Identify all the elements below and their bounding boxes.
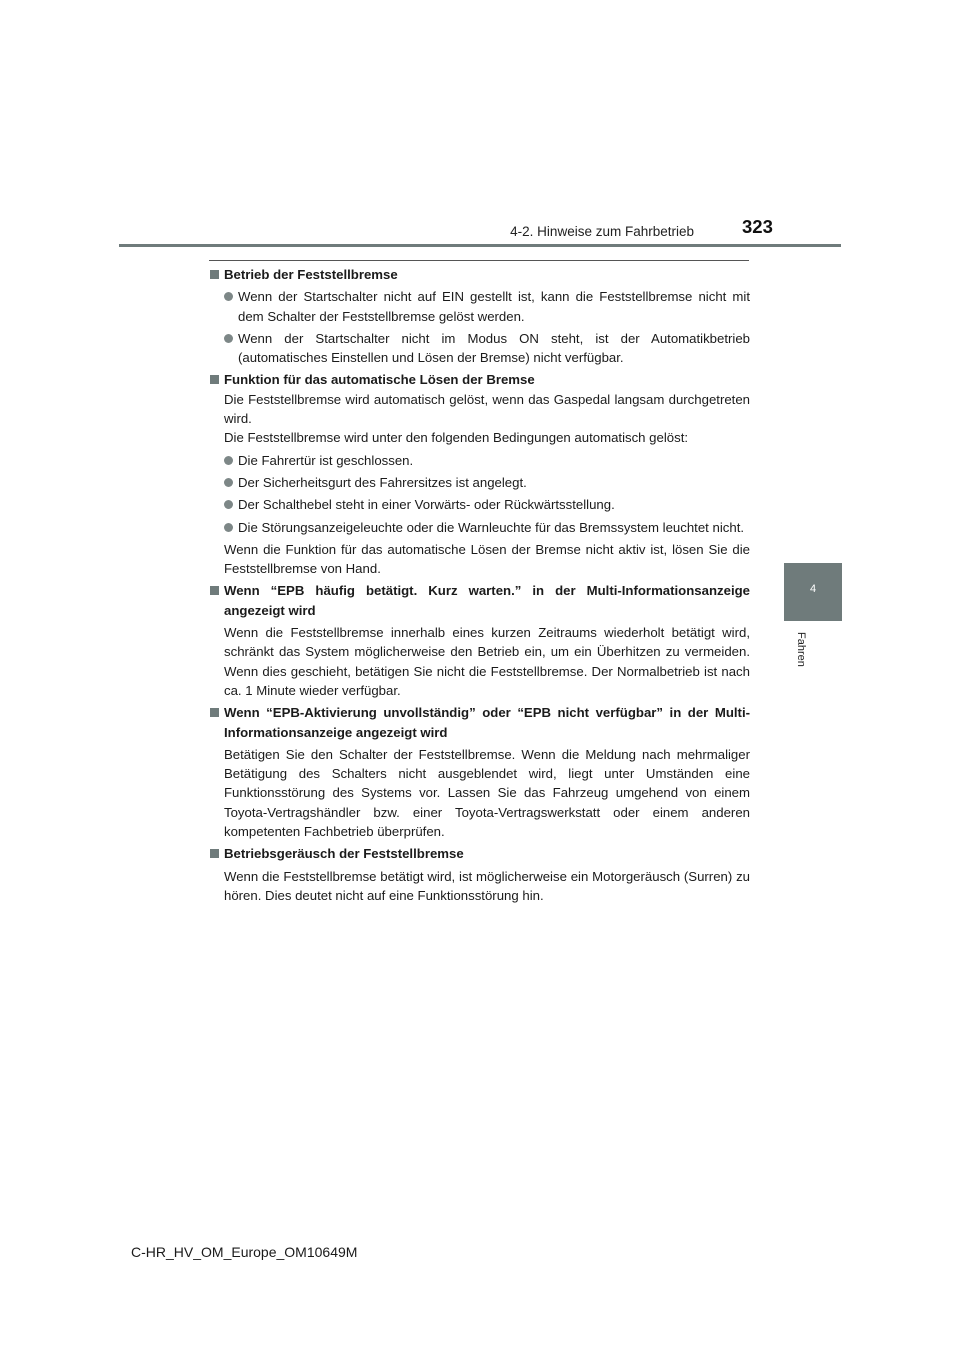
section-heading: Wenn “EPB-Aktivierung unvollständig” oder “EPB nicht verfügbar” in der Multi-Informationsanzeige angezeigt wird <box>210 703 750 742</box>
paragraph: Die Feststellbremse wird automatisch gelöst, wenn das Gaspedal langsam durchgetreten wird. <box>224 391 750 427</box>
section-heading: Betriebsgeräusch der Feststellbremse <box>210 844 750 863</box>
square-bullet-icon <box>210 849 219 858</box>
section-epb-frequent <box>210 581 750 700</box>
section-heading: Funktion für das automatische Lösen der Bremse <box>210 370 750 389</box>
chapter-label: Fahren <box>795 632 807 667</box>
round-bullet-icon <box>224 500 233 509</box>
page-content <box>210 265 750 908</box>
section-heading: Betrieb der Feststellbremse <box>210 265 750 284</box>
list-item: Die Störungsanzeigeleuchte oder die Warnleuchte für das Bremssystem leuchtet nicht. <box>210 518 750 537</box>
page-number: 323 <box>742 216 773 237</box>
list-item: Wenn der Startschalter nicht auf EIN gestellt ist, kann die Feststellbremse nicht mit dem Schalter der Feststellbremse gelöst werden. <box>210 287 750 326</box>
square-bullet-icon <box>210 586 219 595</box>
round-bullet-icon <box>224 456 233 465</box>
section-heading: Wenn “EPB häufig betätigt. Kurz warten.” in der Multi-Informationsanzeige angezeigt wird <box>210 581 750 620</box>
round-bullet-icon <box>224 478 233 487</box>
paragraph: Betätigen Sie den Schalter der Feststellbremse. Wenn die Meldung nach mehrmaliger Betätigung des Schalters nicht ausgeblendet wird, liegt unter Umständen eine Funktionsstörung des Systems vor. Lassen Sie das Fahrzeug umgehend von einem Toyota-Vertragshändler bzw. einer Toyota-Vertragswerkstatt oder einem anderen kompetenten Fachbetrieb überprüfen. <box>224 746 750 840</box>
list-item: Der Sicherheitsgurt des Fahrersitzes ist angelegt. <box>210 473 750 492</box>
paragraph: Wenn die Feststellbremse betätigt wird, ist möglicherweise ein Motorgeräusch (Surren) zu hören. Dies deutet nicht auf eine Funktionsstörung hin. <box>224 868 750 903</box>
section-operating-noise <box>210 844 750 905</box>
footer-doc-id: C-HR_HV_OM_Europe_OM10649M <box>131 1244 358 1260</box>
header-section-title: 4-2. Hinweise zum Fahrbetrieb <box>510 224 694 239</box>
chapter-number: 4 <box>809 583 817 595</box>
section-parking-brake-operation <box>210 265 750 367</box>
paragraph: Wenn die Funktion für das automatische Lösen der Bremse nicht aktiv ist, lösen Sie die Feststellbremse von Hand. <box>224 541 750 577</box>
section-auto-release <box>210 370 750 578</box>
square-bullet-icon <box>210 270 219 279</box>
paragraph: Wenn die Feststellbremse innerhalb eines kurzen Zeitraums wiederholt betätigt wird, schränkt das System möglicherweise den Betrieb ein, um ein Überhitzen zu vermeiden. Wenn dies geschieht, betätigen Sie nicht die Feststellbremse. Der Normalbetrieb ist nach ca. 1 Minute wieder verfügbar. <box>224 625 750 698</box>
content-top-rule <box>209 260 749 261</box>
square-bullet-icon <box>210 708 219 717</box>
chapter-tab <box>784 563 842 621</box>
round-bullet-icon <box>224 523 233 532</box>
round-bullet-icon <box>224 334 233 343</box>
list-item: Die Fahrertür ist geschlossen. <box>210 451 750 470</box>
paragraph: Die Feststellbremse wird unter den folgenden Bedingungen automatisch gelöst: <box>224 430 689 446</box>
section-epb-incomplete <box>210 703 750 841</box>
header-rule <box>119 244 841 247</box>
list-item: Der Schalthebel steht in einer Vorwärts- oder Rückwärtsstellung. <box>210 495 750 514</box>
square-bullet-icon <box>210 375 219 384</box>
list-item: Wenn der Startschalter nicht im Modus ON steht, ist der Automatikbetrieb (automatisches Einstellen und Lösen der Bremse) nicht verfügbar. <box>210 329 750 368</box>
round-bullet-icon <box>224 292 233 301</box>
